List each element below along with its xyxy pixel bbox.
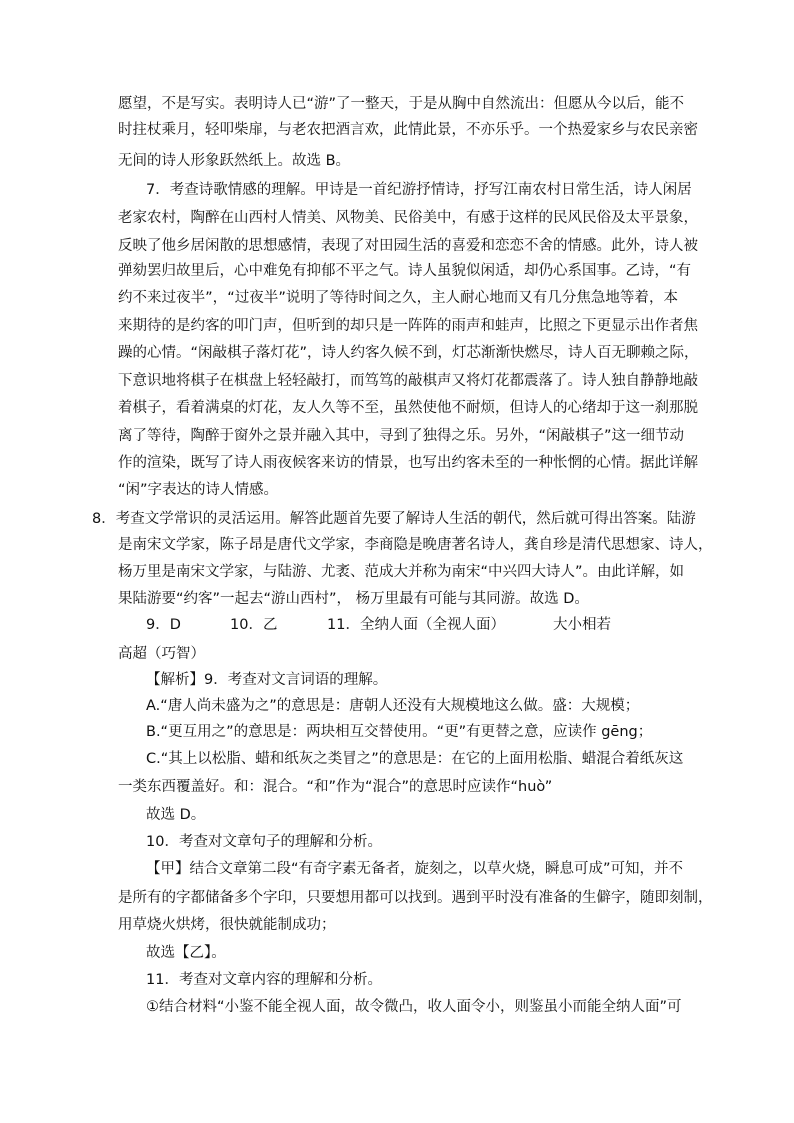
analysis-heading: 【解析】9．考查对文言词语的理解。 (146, 672, 388, 688)
text-line: 高超（巧智） (118, 646, 205, 662)
option-c: C.“其上以松脂、蜡和纸灰之类冒之”的意思是：在它的上面用松脂、蜡混合着纸灰这 (146, 751, 684, 767)
text-line: 下意识地将棋子在棋盘上轻轻敲打，而笃笃的敲棋声又将灯花都震落了。诗人独自静静地敲 (118, 373, 698, 389)
text-line: 无间的诗人形象跃然纸上。故选 B。 (118, 153, 351, 169)
text-line: 是所有的字都储备多个字印，只要想用都可以找到。遇到平时没有准备的生僻字，随即刻制， (118, 890, 713, 906)
text-line: 时拄杖乘月，轻叩柴扉，与老农把酒言欢，此情此景，不亦乐乎。一个热爱家乡与农民亲密 (118, 122, 698, 138)
answer-11: 11．全纳人面（全视人面） (327, 617, 505, 633)
text-line: 离了等待，陶醉于窗外之景并融入其中，寻到了独得之乐。另外，“闲敲棋子”这一细节动 (118, 428, 685, 444)
question-8-start: 8．考查文学常识的灵活运用。解答此题首先要了解诗人生活的朝代，然后就可得出答案。陆游 (92, 511, 696, 527)
text-line: 【甲】结合文章第二段“有奇字素无备者，旋刻之，以草火烧，瞬息可成”可知，并不 (146, 861, 684, 877)
answer-10: 10．乙 (230, 617, 278, 633)
option-a: A.“唐人尚未盛为之”的意思是：唐朝人还没有大规模地这么做。盛：大规模； (146, 698, 640, 714)
text-line: 作的渲染，既写了诗人雨夜候客来访的情景，也写出约客未至的一种怅惘的心情。据此详解 (118, 455, 698, 471)
question-7-start: 7．考查诗歌情感的理解。甲诗是一首纪游抒情诗，抒写江南农村日常生活，诗人闲居 (146, 182, 692, 198)
text-line: 弹劾罢归故里后，心中难免有抑郁不平之气。诗人虽貌似闲适，却仍心系国事。乙诗，“有 (118, 263, 692, 279)
question-11-start: 11．考查对文章内容的理解和分析。 (146, 972, 382, 988)
text-line: 老家农村，陶醉在山西村人情美、风物美、民俗美中，有感于这样的民风民俗及太平景象， (118, 210, 698, 226)
text-line: 约不来过夜半”，“过夜半”说明了等待时间之久，主人耐心地而又有几分焦急地等着，本 (118, 290, 678, 306)
text-line: 来期待的是约客的叩门声，但听到的却只是一阵阵的雨声和蛙声，比照之下更显示出作者焦 (118, 318, 698, 334)
text-line: “闲”字表达的诗人情感。 (118, 482, 279, 498)
text-line: 愿望，不是写实。表明诗人已“游”了一整天，于是从胸中自然流出：但愿从今以后，能不 (118, 96, 685, 112)
text-line: 反映了他乡居闲散的思想感情，表现了对田园生活的喜爱和恋恋不舍的情感。此外，诗人被 (118, 238, 698, 254)
option-b: B.“更互用之”的意思是：两块相互交替使用。“更”有更替之意，应读作 gēng； (146, 724, 653, 740)
text-line: 躁的心情。“闲敲棋子落灯花”，诗人约客久候不到，灯芯渐渐快燃尽，诗人百无聊赖之际， (118, 345, 699, 361)
text-line: 用草烧火烘烤，很快就能制成功； (118, 917, 336, 933)
text-line: 杨万里是南宋文学家，与陆游、尤袤、范成大并称为南宋“中兴四大诗人”。由此详解，如 (118, 564, 685, 580)
answer-9: 9．D (146, 617, 181, 633)
text-line: 着棋子，看着满桌的灯花，友人久等不至，虽然使他不耐烦，但诗人的心绪却于这一刹那脱 (118, 400, 698, 416)
question-10-start: 10．考查对文章句子的理解和分析。 (146, 834, 382, 850)
text-line: 一类东西覆盖好。和：混合。“和”作为“混合”的意思时应读作“huò” (118, 779, 553, 795)
text-line: 果陆游要“约客”一起去“游山西村”， 杨万里最有可能与其同游。故选 D。 (118, 591, 589, 607)
answer-line: 故选【乙】。 (146, 945, 226, 961)
answer-11-extra: 大小相若 (553, 617, 611, 633)
text-line: ①结合材料“小鉴不能全视人面，故令微凸，收人面令小，则鉴虽小而能全纳人面”可 (146, 999, 682, 1015)
text-line: 是南宋文学家，陈子昂是唐代文学家，李商隐是晚唐著名诗人，龚自珍是清代思想家、诗人， (118, 537, 713, 553)
answer-row (0, 612, 794, 638)
answer-line: 故选 D。 (146, 807, 206, 823)
